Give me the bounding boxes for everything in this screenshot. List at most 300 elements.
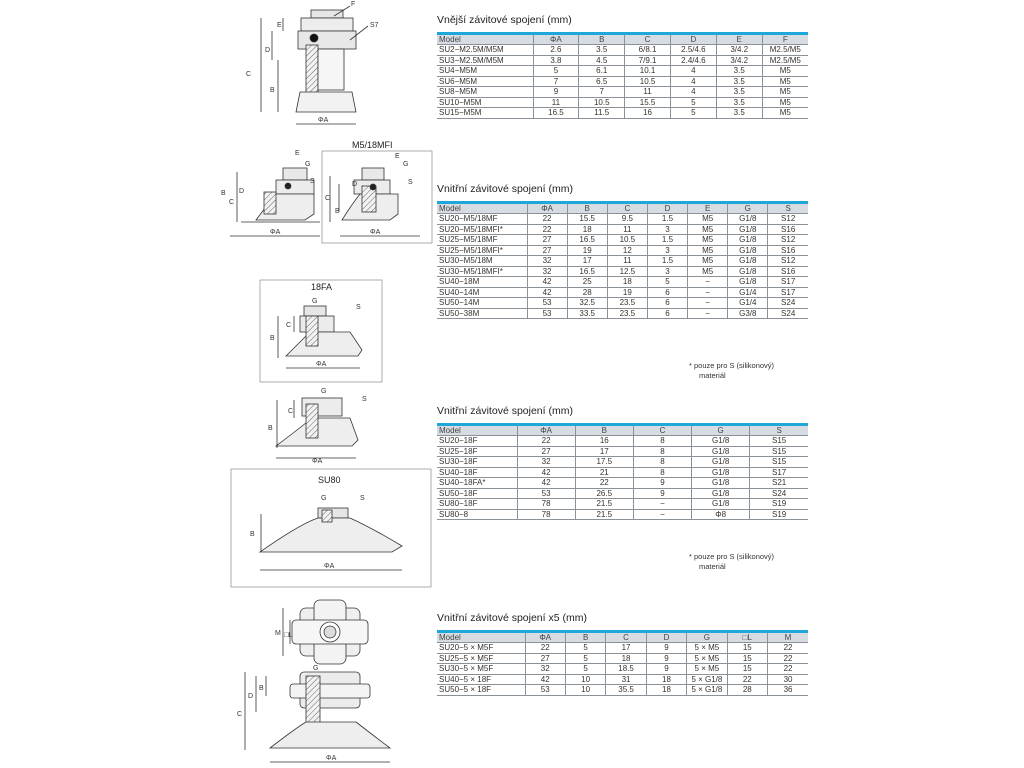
column-header: D [647, 203, 687, 214]
value-cell: S19 [750, 509, 808, 520]
value-cell: 18 [646, 685, 686, 696]
label-s: S [310, 178, 315, 185]
footnote-line-1: * pouze pro S (silikonový) [689, 552, 775, 561]
value-cell: G1/8 [728, 256, 768, 267]
column-header: D [670, 34, 716, 45]
value-cell: 22 [575, 478, 633, 489]
value-cell: G1/8 [728, 224, 768, 235]
value-cell: M5 [688, 224, 728, 235]
value-cell: 42 [517, 467, 575, 478]
label-d: D [239, 188, 245, 195]
footnote-silicone [689, 552, 774, 572]
value-cell: 5 × G1/8 [687, 674, 727, 685]
value-cell: 9.5 [607, 214, 647, 225]
table-row [437, 488, 808, 499]
column-header: Model [437, 425, 517, 436]
value-cell: 5 [670, 108, 716, 119]
value-cell: 10.1 [625, 66, 671, 77]
value-cell: 5 [565, 664, 605, 675]
value-cell: S16 [768, 245, 808, 256]
model-cell: SU6−M5M [437, 76, 533, 87]
value-cell: 9 [633, 488, 691, 499]
model-cell: SU20−5 × M5F [437, 643, 525, 654]
drawing-18fa-cup [260, 280, 382, 382]
value-cell: 17 [606, 643, 646, 654]
model-cell: SU2−M2.5M/M5M [437, 45, 533, 56]
table-row [437, 45, 808, 56]
label-l: □L [284, 632, 293, 639]
value-cell: 18 [646, 674, 686, 685]
value-cell: 3.5 [716, 97, 762, 108]
value-cell: 3.5 [716, 87, 762, 98]
drawing-title: SU80 [318, 475, 341, 485]
model-cell: SU20−M5/18MF [437, 214, 527, 225]
value-cell: G1/8 [728, 214, 768, 225]
value-cell: G1/8 [692, 446, 750, 457]
label-b: B [250, 531, 255, 538]
value-cell: 22 [768, 653, 808, 664]
column-header: ΦA [517, 425, 575, 436]
table-row [437, 287, 808, 298]
value-cell: 5 [565, 643, 605, 654]
value-cell: 3.8 [533, 55, 579, 66]
label-s: S [360, 495, 365, 502]
value-cell: 16 [625, 108, 671, 119]
value-cell: G1/4 [728, 298, 768, 309]
label-c: C [286, 322, 292, 329]
value-cell: 5 [565, 653, 605, 664]
value-cell: 1.5 [647, 214, 687, 225]
model-cell: SU30−5 × M5F [437, 664, 525, 675]
value-cell: − [688, 298, 728, 309]
value-cell: 22 [527, 214, 567, 225]
value-cell: G1/8 [692, 436, 750, 447]
column-header: C [607, 203, 647, 214]
column-header: G [687, 632, 727, 643]
value-cell: 12 [607, 245, 647, 256]
label-f: F [351, 1, 356, 8]
model-cell: SU10−M5M [437, 97, 533, 108]
value-cell: 30 [768, 674, 808, 685]
column-header: B [579, 34, 625, 45]
label-m: M [275, 630, 281, 637]
table-row [437, 436, 808, 447]
label-b: B [335, 208, 340, 215]
value-cell: G1/8 [728, 266, 768, 277]
value-cell: 10.5 [607, 235, 647, 246]
value-cell: 35.5 [606, 685, 646, 696]
value-cell: 5 [670, 97, 716, 108]
value-cell: 5 × M5 [687, 653, 727, 664]
value-cell: S16 [768, 266, 808, 277]
value-cell: 3.5 [579, 45, 625, 56]
value-cell: Φ8 [692, 509, 750, 520]
value-cell: 3/4.2 [716, 55, 762, 66]
value-cell: 8 [633, 457, 691, 468]
table-row [437, 509, 808, 520]
value-cell: 4 [670, 76, 716, 87]
value-cell: S17 [768, 287, 808, 298]
table-row [437, 685, 808, 696]
label-s: S [362, 396, 367, 403]
value-cell: 53 [527, 298, 567, 309]
value-cell: 53 [525, 685, 565, 696]
model-cell: SU40−14M [437, 287, 527, 298]
value-cell: 11 [625, 87, 671, 98]
model-cell: SU40−18F [437, 467, 517, 478]
value-cell: S15 [750, 446, 808, 457]
value-cell: 9 [646, 643, 686, 654]
value-cell: G1/8 [692, 478, 750, 489]
footnote-line-2: materiál [699, 371, 726, 380]
model-cell: SU80−8 [437, 509, 517, 520]
value-cell: 28 [567, 287, 607, 298]
column-header: B [567, 203, 607, 214]
value-cell: 17 [575, 446, 633, 457]
label-b: B [270, 87, 275, 94]
table-row [437, 97, 808, 108]
label-g: G [312, 298, 318, 305]
table-row [437, 235, 808, 246]
value-cell: 8 [633, 436, 691, 447]
value-cell: 42 [527, 277, 567, 288]
label-c: C [325, 195, 331, 202]
column-header: S [750, 425, 808, 436]
label-e: E [395, 153, 400, 160]
column-header: B [565, 632, 605, 643]
value-cell: S17 [750, 467, 808, 478]
value-cell: 4 [670, 66, 716, 77]
value-cell: M2.5/M5 [762, 55, 808, 66]
value-cell: 18 [567, 224, 607, 235]
section-title: Vnější závitové spojení (mm) [437, 14, 572, 26]
value-cell: G1/8 [728, 235, 768, 246]
label-g: G [313, 665, 319, 672]
value-cell: 22 [768, 643, 808, 654]
label-g: G [403, 161, 409, 168]
value-cell: 53 [517, 488, 575, 499]
value-cell: S24 [750, 488, 808, 499]
footnote-silicone [689, 361, 774, 381]
section-title: Vnitřní závitové spojení (mm) [437, 405, 573, 417]
model-cell: SU25−5 × M5F [437, 653, 525, 664]
value-cell: M5 [688, 266, 728, 277]
value-cell: 7 [579, 87, 625, 98]
label-s7: S7 [370, 22, 379, 29]
value-cell: M5 [762, 76, 808, 87]
value-cell: 11 [607, 224, 647, 235]
value-cell: S19 [750, 499, 808, 510]
label-d: D [352, 181, 358, 188]
table-row [437, 108, 808, 119]
model-cell: SU25−M5/18MF [437, 235, 527, 246]
value-cell: 2.6 [533, 45, 579, 56]
label-b: B [221, 190, 226, 197]
value-cell: 27 [527, 235, 567, 246]
table-row [437, 653, 808, 664]
value-cell: 21.5 [575, 509, 633, 520]
value-cell: 8 [633, 467, 691, 478]
value-cell: 11 [533, 97, 579, 108]
value-cell: 21 [575, 467, 633, 478]
column-header: ΦA [525, 632, 565, 643]
label-c: C [246, 71, 252, 78]
model-cell: SU80−18F [437, 499, 517, 510]
value-cell: S24 [768, 298, 808, 309]
model-cell: SU50−14M [437, 298, 527, 309]
table-row [437, 308, 808, 319]
value-cell: M5 [688, 214, 728, 225]
value-cell: 28 [727, 685, 767, 696]
model-cell: SU3−M2.5M/M5M [437, 55, 533, 66]
value-cell: 1.5 [647, 235, 687, 246]
label-diameter-a: ΦA [316, 361, 327, 368]
label-c: C [229, 199, 235, 206]
value-cell: 21.5 [575, 499, 633, 510]
spec-table [437, 423, 808, 520]
value-cell: S17 [768, 277, 808, 288]
label-b: B [270, 335, 275, 342]
model-cell: SU40−18FA* [437, 478, 517, 489]
value-cell: 31 [606, 674, 646, 685]
label-g: G [321, 388, 327, 395]
column-header: C [625, 34, 671, 45]
value-cell: 16.5 [567, 266, 607, 277]
value-cell: M5 [688, 235, 728, 246]
value-cell: 26.5 [575, 488, 633, 499]
value-cell: 27 [517, 446, 575, 457]
value-cell: G1/8 [692, 467, 750, 478]
value-cell: 22 [768, 664, 808, 675]
value-cell: 18 [607, 277, 647, 288]
technical-drawings [0, 0, 437, 768]
value-cell: 3 [647, 266, 687, 277]
value-cell: G1/8 [728, 277, 768, 288]
label-diameter-a: ΦA [312, 458, 323, 465]
label-c: C [288, 408, 294, 415]
value-cell: 23.5 [607, 308, 647, 319]
model-cell: SU25−18F [437, 446, 517, 457]
column-header: M [768, 632, 808, 643]
value-cell: 22 [525, 643, 565, 654]
table-row [437, 55, 808, 66]
label-e: E [277, 22, 282, 29]
value-cell: 9 [633, 478, 691, 489]
table-row [437, 87, 808, 98]
value-cell: 36 [768, 685, 808, 696]
model-cell: SU30−18F [437, 457, 517, 468]
label-g: G [321, 495, 327, 502]
value-cell: 17.5 [575, 457, 633, 468]
column-header: ΦA [533, 34, 579, 45]
value-cell: 19 [607, 287, 647, 298]
column-header: C [606, 632, 646, 643]
value-cell: 5 × G1/8 [687, 685, 727, 696]
value-cell: 3.5 [716, 76, 762, 87]
model-cell: SU40−18M [437, 277, 527, 288]
column-header: G [692, 425, 750, 436]
value-cell: 6 [647, 308, 687, 319]
drawing-x5-block-top-view [275, 600, 368, 664]
value-cell: 3.5 [716, 66, 762, 77]
value-cell: M5 [762, 108, 808, 119]
value-cell: 10 [565, 674, 605, 685]
value-cell: 11.5 [579, 108, 625, 119]
drawing-su80-cup [231, 469, 431, 587]
value-cell: 5 [533, 66, 579, 77]
value-cell: 15 [727, 653, 767, 664]
drawing-title: M5/18MFI [352, 140, 393, 150]
table-section-internal-thread-f [437, 405, 808, 520]
value-cell: 6 [647, 298, 687, 309]
value-cell: 7 [533, 76, 579, 87]
value-cell: 10.5 [579, 97, 625, 108]
label-diameter-a: ΦA [370, 229, 381, 236]
value-cell: 4.5 [579, 55, 625, 66]
value-cell: 11 [607, 256, 647, 267]
value-cell: 2.5/4.6 [670, 45, 716, 56]
spec-table [437, 201, 808, 319]
value-cell: S24 [768, 308, 808, 319]
value-cell: G1/8 [692, 499, 750, 510]
column-header: Model [437, 34, 533, 45]
value-cell: M5 [762, 66, 808, 77]
value-cell: 3.5 [716, 108, 762, 119]
column-header: C [633, 425, 691, 436]
value-cell: 4 [670, 87, 716, 98]
table-row [437, 674, 808, 685]
label-s: S [408, 179, 413, 186]
value-cell: − [633, 499, 691, 510]
label-c: C [237, 711, 243, 718]
label-s: S [356, 304, 361, 311]
model-cell: SU50−38M [437, 308, 527, 319]
model-cell: SU20−18F [437, 436, 517, 447]
value-cell: G1/8 [692, 488, 750, 499]
drawing-external-thread-cup [246, 1, 379, 124]
value-cell: 3 [647, 224, 687, 235]
value-cell: 6.5 [579, 76, 625, 87]
section-title: Vnitřní závitové spojení x5 (mm) [437, 612, 587, 624]
value-cell: G1/4 [728, 287, 768, 298]
table-row [437, 224, 808, 235]
model-cell: SU50−5 × 18F [437, 685, 525, 696]
value-cell: 2.4/4.6 [670, 55, 716, 66]
value-cell: 15.5 [567, 214, 607, 225]
column-header: Model [437, 632, 525, 643]
model-cell: SU4−M5M [437, 66, 533, 77]
value-cell: 5 × M5 [687, 643, 727, 654]
value-cell: 22 [527, 224, 567, 235]
value-cell: 32 [527, 266, 567, 277]
label-diameter-a: ΦA [326, 755, 337, 762]
table-row [437, 245, 808, 256]
table-row [437, 457, 808, 468]
value-cell: 1.5 [647, 256, 687, 267]
value-cell: 16.5 [567, 235, 607, 246]
value-cell: 27 [527, 245, 567, 256]
column-header: F [762, 34, 808, 45]
table-section-internal-thread-x5 [437, 612, 808, 696]
value-cell: 9 [646, 664, 686, 675]
table-row [437, 66, 808, 77]
value-cell: 5 [647, 277, 687, 288]
value-cell: 33.5 [567, 308, 607, 319]
value-cell: S21 [750, 478, 808, 489]
value-cell: G1/8 [728, 245, 768, 256]
table-row [437, 467, 808, 478]
value-cell: 10 [565, 685, 605, 696]
value-cell: 32.5 [567, 298, 607, 309]
label-diameter-a: ΦA [318, 117, 329, 124]
value-cell: 25 [567, 277, 607, 288]
drawing-title: 18FA [311, 282, 333, 292]
value-cell: M5 [688, 245, 728, 256]
label-g: G [305, 161, 311, 168]
value-cell: 3 [647, 245, 687, 256]
model-cell: SU30−M5/18M [437, 256, 527, 267]
value-cell: S12 [768, 256, 808, 267]
value-cell: 78 [517, 499, 575, 510]
value-cell: 15 [727, 643, 767, 654]
value-cell: M5 [688, 256, 728, 267]
label-diameter-a: ΦA [324, 563, 335, 570]
value-cell: 6/8.1 [625, 45, 671, 56]
label-e: E [295, 150, 300, 157]
table-row [437, 76, 808, 87]
value-cell: S16 [768, 224, 808, 235]
table-row [437, 664, 808, 675]
column-header: □L [727, 632, 767, 643]
value-cell: − [688, 277, 728, 288]
model-cell: SU8−M5M [437, 87, 533, 98]
value-cell: 22 [517, 436, 575, 447]
spec-table [437, 32, 808, 119]
table-row [437, 256, 808, 267]
value-cell: 42 [527, 287, 567, 298]
value-cell: 42 [525, 674, 565, 685]
table-row [437, 499, 808, 510]
value-cell: 6 [647, 287, 687, 298]
value-cell: 7/9.1 [625, 55, 671, 66]
value-cell: 5 × M5 [687, 664, 727, 675]
value-cell: 12.5 [607, 266, 647, 277]
value-cell: 18.5 [606, 664, 646, 675]
model-cell: SU30−M5/18MFI* [437, 266, 527, 277]
column-header: B [575, 425, 633, 436]
column-header: ΦA [527, 203, 567, 214]
label-b: B [268, 425, 273, 432]
value-cell: 10.5 [625, 76, 671, 87]
value-cell: 16 [575, 436, 633, 447]
drawing-18f-cup [268, 388, 367, 465]
value-cell: − [688, 308, 728, 319]
spec-table [437, 630, 808, 696]
column-header: Model [437, 203, 527, 214]
value-cell: G3/8 [728, 308, 768, 319]
column-header: G [728, 203, 768, 214]
column-header: S [768, 203, 808, 214]
value-cell: S15 [750, 457, 808, 468]
value-cell: 42 [517, 478, 575, 489]
value-cell: 6.1 [579, 66, 625, 77]
label-d: D [248, 693, 254, 700]
value-cell: 15 [727, 664, 767, 675]
model-cell: SU15−M5M [437, 108, 533, 119]
value-cell: M5 [762, 87, 808, 98]
value-cell: − [633, 509, 691, 520]
model-cell: SU25−M5/18MFI* [437, 245, 527, 256]
